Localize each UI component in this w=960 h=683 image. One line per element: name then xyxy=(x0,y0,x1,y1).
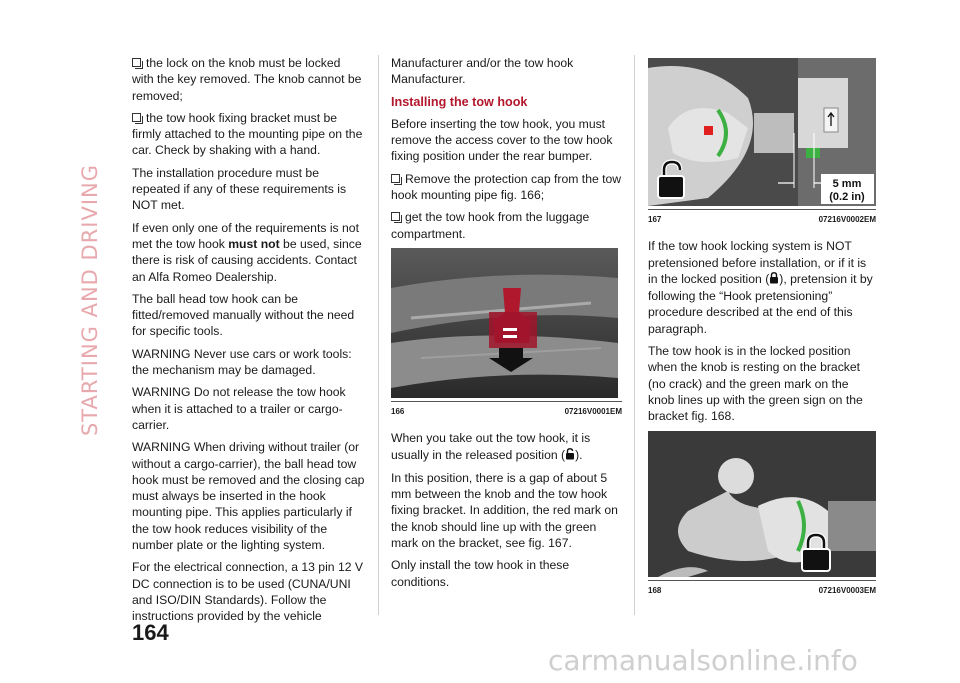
checkbox-bullet-icon xyxy=(391,212,400,221)
column-1 xyxy=(132,55,365,631)
figure-166-image xyxy=(391,248,618,398)
watermark: carmanualsonline.info xyxy=(548,644,858,677)
underbody-illustration xyxy=(391,248,618,398)
paragraph: Only install the tow hook in these conditions. xyxy=(391,558,570,589)
page-number: 164 xyxy=(132,620,169,645)
bullet-item: the lock on the knob must be locked with the key removed. The knob cannot be removed; xyxy=(132,56,362,103)
measurement-mm: 5 mm xyxy=(832,178,862,190)
paragraph: When you take out the tow hook, it is usually in the released position ( ). xyxy=(391,430,622,464)
paragraph: Manufacturer and/or the tow hook Manufacturer. xyxy=(391,56,574,87)
checkbox-bullet-icon xyxy=(391,174,400,183)
paragraph: If even only one of the requirements is not met the tow hook must not be used, since there is risk of causing accidents. Contact an Alfa Romeo Dealership. xyxy=(132,220,362,284)
figure-number: 167 xyxy=(648,215,662,224)
paragraph: If the tow hook locking system is NOT pretensioned before installation, or if it is in the locked position ( ), pretension it by following the “Hook pretensioning” procedure described at the end of this paragraph. xyxy=(648,239,873,336)
column-3 xyxy=(648,58,876,609)
locked-padlock-icon xyxy=(769,272,779,288)
figure-caption xyxy=(648,209,876,228)
bullet-item: the tow hook fixing bracket must be firmly attached to the mounting pipe on the car. Check by shaking with a hand. xyxy=(132,110,363,158)
section-heading: Installing the tow hook xyxy=(391,94,528,109)
section-title-text: STARTING AND DRIVING xyxy=(78,163,102,437)
bullet-item: get the tow hook from the luggage compartment. xyxy=(391,210,590,241)
column-divider xyxy=(634,55,635,615)
tow-hook-locked-illustration xyxy=(648,431,876,577)
paragraph: The installation procedure must be repeated if any of these requirements is NOT met. xyxy=(132,165,347,213)
figure-number: 166 xyxy=(391,406,405,416)
measurement-in: (0.2 in) xyxy=(829,191,865,203)
column-2 xyxy=(391,55,622,596)
paragraph: Before inserting the tow hook, you must remove the access cover to the tow hook fixing position under the rear bumper. xyxy=(391,116,613,164)
paragraph: For the electrical connection, a 13 pin 12 V DC connection is to be used (CUNA/UNI and ISO/DIN Standards). Follow the instructions provided by the vehicle xyxy=(132,560,364,624)
column-divider xyxy=(378,55,379,615)
bullet-item: Remove the protection cap from the tow hook mounting pipe fig. 166; xyxy=(391,171,622,203)
figure-caption xyxy=(391,401,622,420)
figure-code: 07216V0003EM xyxy=(818,585,876,595)
paragraph: The ball head tow hook can be fitted/removed manually without the need for specific tools. xyxy=(132,291,355,339)
paragraph: In this position, there is a gap of about 5 mm between the knob and the tow hook fixing bracket. In addition, the red mark on the knob should line up with the green mark on the bracket, see fig. 167. xyxy=(391,470,618,551)
figure-code: 07216V0001EM xyxy=(564,406,622,416)
checkbox-bullet-icon xyxy=(132,58,141,67)
figure-code: 07216V0002EM xyxy=(818,215,876,224)
figure-168-image xyxy=(648,431,876,577)
section-sidebar-title xyxy=(78,163,108,437)
warning-text: WARNING When driving without trailer (or without a cargo-carrier), the ball head tow hook must be removed and the closing cap must always be inserted in the hook mounting pipe. This applies particularly if the tow hook reduces visibility of the number plate or the lighting system. xyxy=(132,440,365,553)
warning-text: WARNING Never use cars or work tools: the mechanism may be damaged. xyxy=(132,346,352,378)
figure-167-image xyxy=(648,58,876,206)
checkbox-bullet-icon xyxy=(132,113,141,122)
tow-hook-released-illustration xyxy=(648,58,876,206)
figure-caption xyxy=(648,580,876,599)
warning-text: WARNING Do not release the tow hook when it is attached to a trailer or cargo-carrier. xyxy=(132,385,346,432)
figure-number: 168 xyxy=(648,585,662,595)
unlocked-padlock-icon xyxy=(565,448,575,464)
paragraph: The tow hook is in the locked position when the knob is resting on the bracket (no crack) and the green mark on the knob lines up with the green sign on the bracket fig. 168. xyxy=(648,344,863,424)
